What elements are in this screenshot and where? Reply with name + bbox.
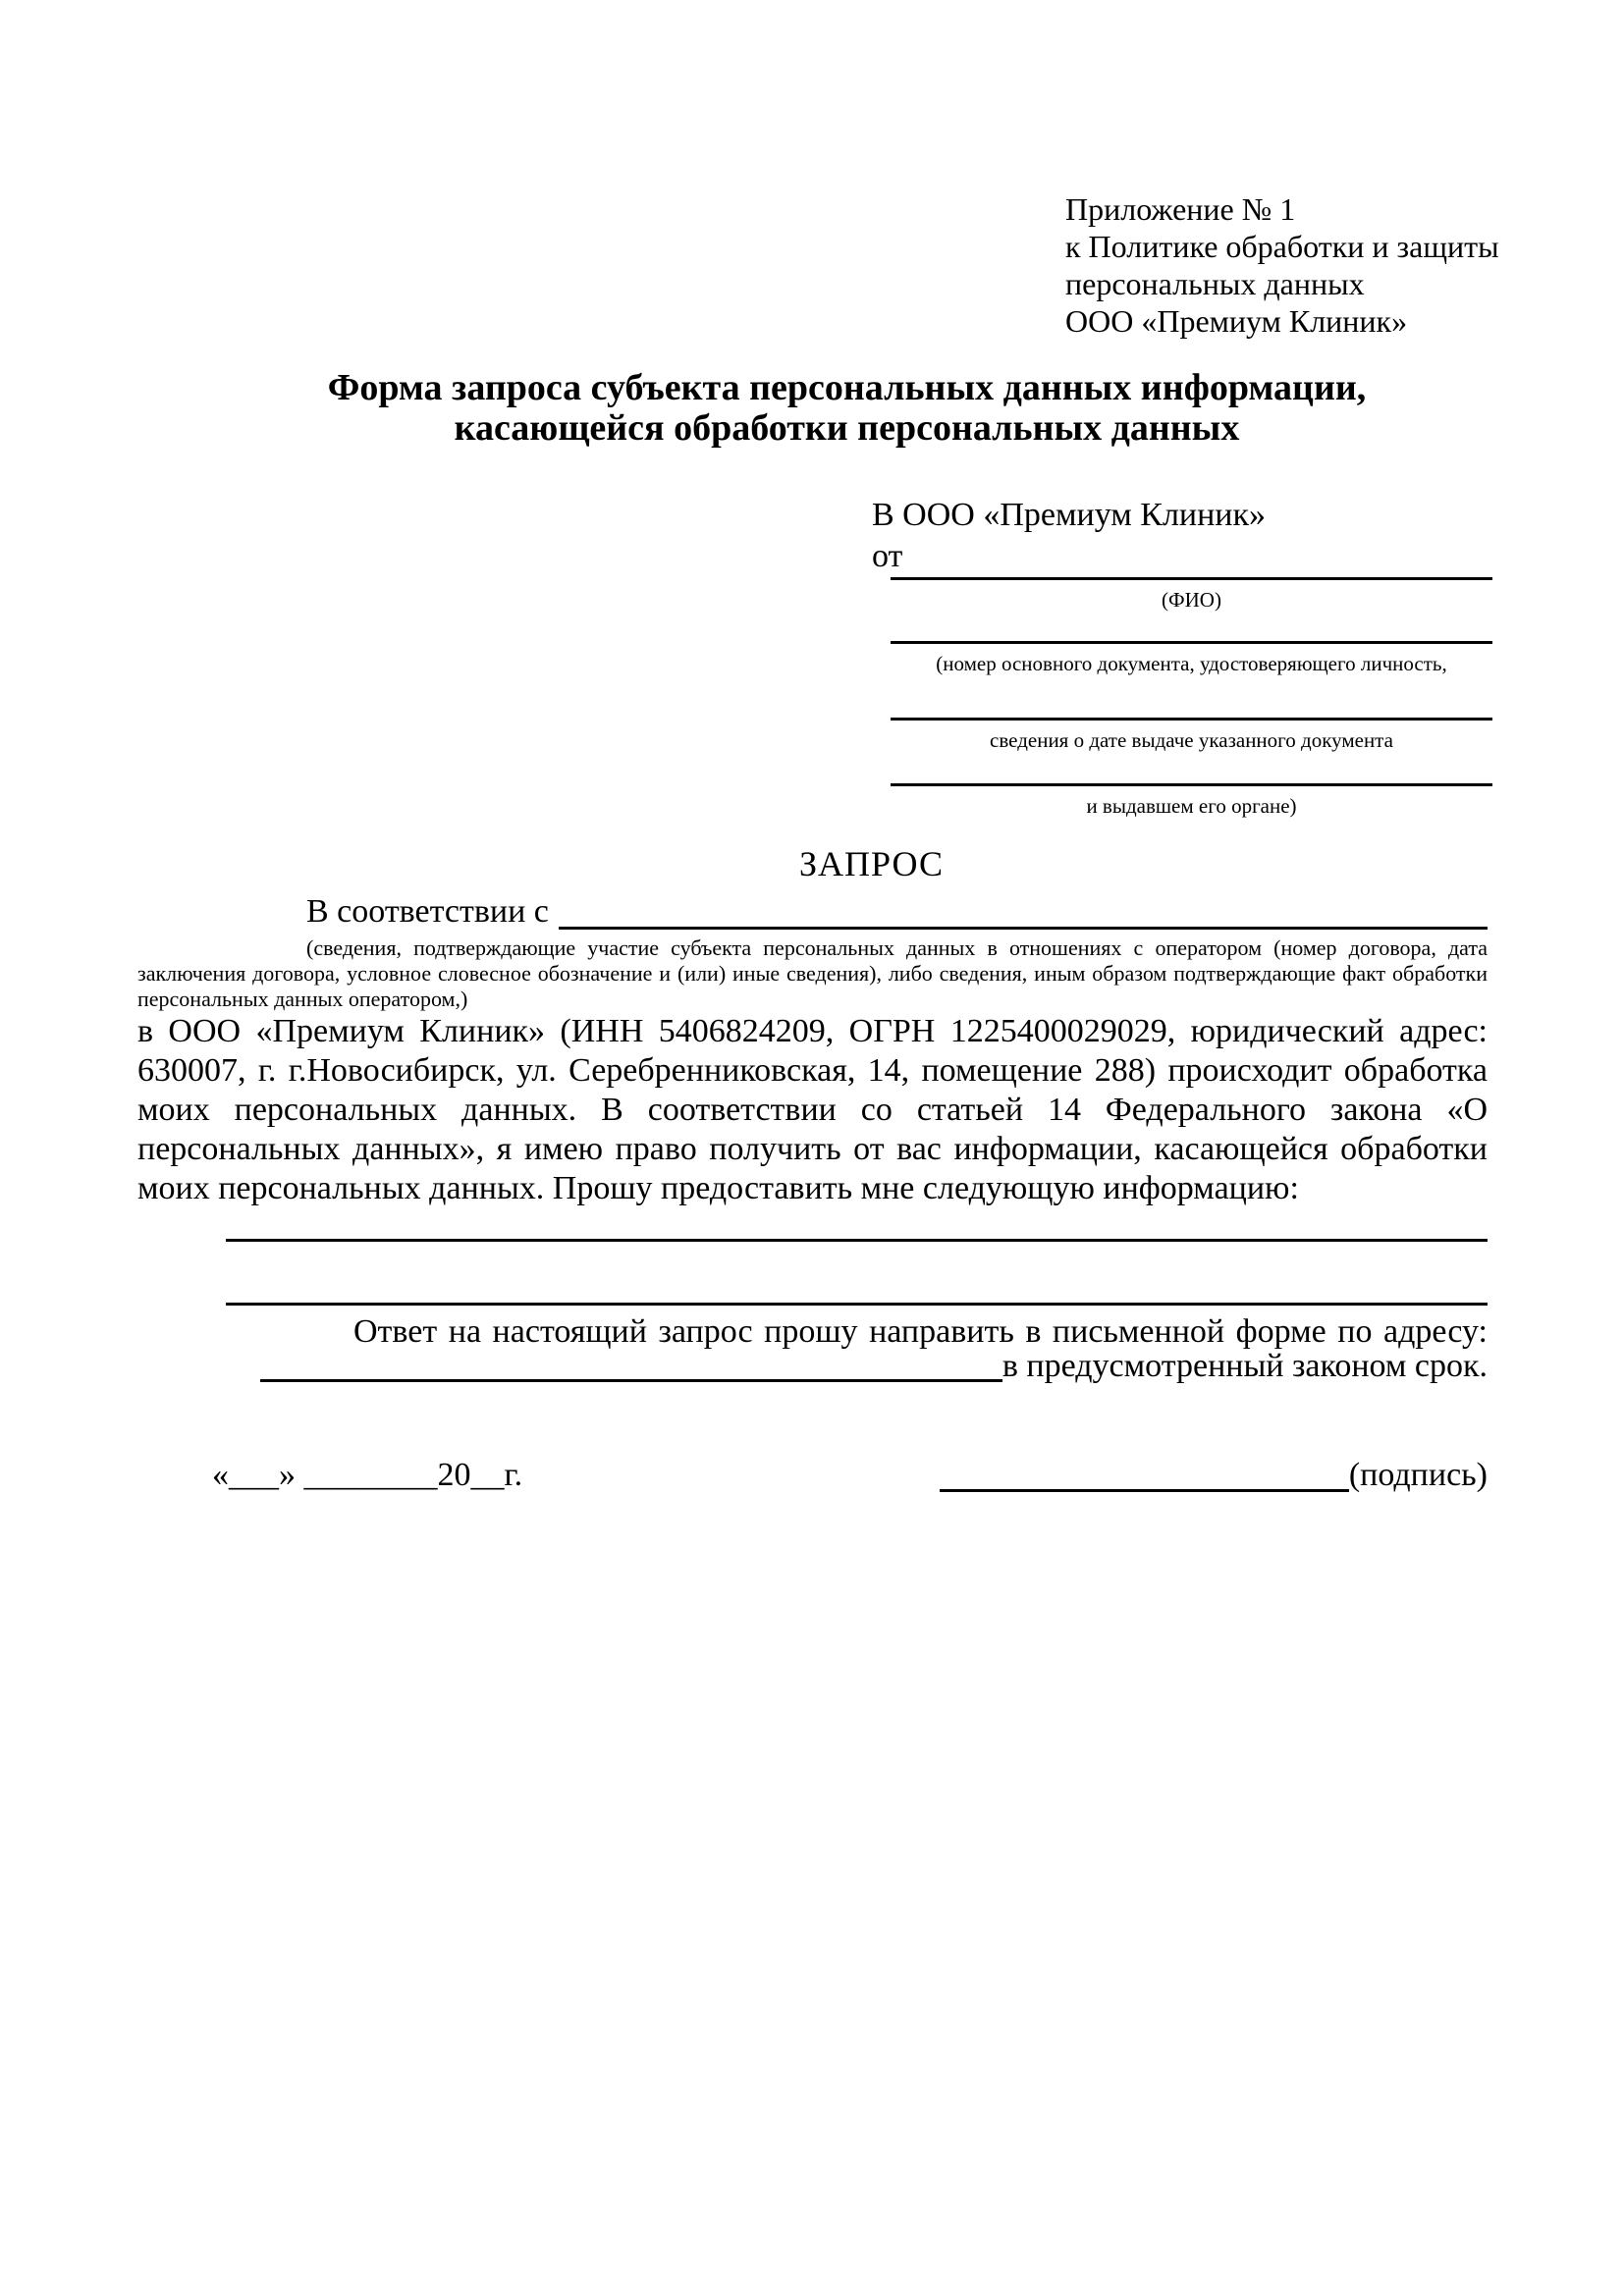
intro-blank-field: [559, 927, 1488, 930]
issuing-authority-blank-field: [891, 783, 1492, 845]
date-signature-row: [137, 1456, 1488, 1495]
appendix-line: к Политике обработки и защиты: [1065, 229, 1499, 264]
request-intro-row: [137, 891, 1488, 933]
signature-blank-line: [940, 1489, 1349, 1492]
document-title-line-2: касающейся обработки персональных данных: [454, 407, 1240, 449]
request-intro-label: В соответствии с: [306, 893, 549, 930]
addressee-fields: [891, 577, 1492, 845]
info-blank-line-2: [226, 1303, 1488, 1306]
info-blank-line-1: [226, 1239, 1488, 1242]
addressee-from-label: от: [872, 538, 903, 574]
fio-blank-field: [891, 577, 1492, 641]
document-issue-date-blank-field: [891, 718, 1492, 783]
document-issue-date-field-caption: сведения о дате выдаче указанного документа: [990, 728, 1393, 752]
request-heading: ЗАПРОС: [799, 844, 944, 883]
request-body-paragraph: в ООО «Премиум Клиник» (ИНН 5406824209, ОГРН 1225400029029, юридический адрес: 630007, г. г.Новосибирск, ул. Серебренниковская, 14, помещение 288) происходит обработка моих персональных данных. В соответствии со статьей 14 Федерального закона «О персональных данных», я имею право получить от вас информации, касающейся обработки моих персональных данных. Прошу предоставить мне следующую информацию:: [137, 1013, 1488, 1206]
document-number-field-caption: (номер основного документа, удостоверяющего личность,: [936, 652, 1447, 675]
reply-address-blank-field: [260, 1379, 1002, 1382]
addressee-to: В ООО «Премиум Клиник»: [872, 497, 1267, 533]
signature-group: [940, 1456, 1488, 1495]
issuing-authority-field-caption: и выдавшем его органе): [1086, 794, 1297, 818]
reply-address-row: [137, 1349, 1488, 1384]
document-number-blank-field: [891, 641, 1492, 718]
operator-relation-note: (сведения, подтверждающие участие субъекта персональных данных в отношениях с оператором (номер договора, дата заключения договора, условное словесное обозначение и (или) иные сведения), либо сведения, иным образом подтверждающие факт обработки персональных данных оператором,): [137, 935, 1488, 1011]
date-blank-field: «___» ________20__г.: [212, 1457, 523, 1493]
fio-field-caption: (ФИО): [1162, 588, 1221, 612]
document-title-line-1: Форма запроса субъекта персональных данных информации,: [327, 367, 1367, 408]
appendix-line: Приложение № 1: [1065, 191, 1296, 227]
addressee-block: [872, 494, 1492, 845]
reply-suffix-text: в предусмотренный законом срок.: [1001, 1348, 1488, 1384]
appendix-line: персональных данных: [1065, 266, 1365, 301]
appendix-line: ООО «Премиум Клиник»: [1065, 303, 1408, 339]
signature-caption: (подпись): [1348, 1457, 1488, 1493]
appendix-block: [1065, 190, 1499, 340]
reply-request-line: Ответ на настоящий запрос прошу направить в письменной форме по адресу:: [353, 1313, 1488, 1350]
document-title: [137, 368, 1488, 449]
